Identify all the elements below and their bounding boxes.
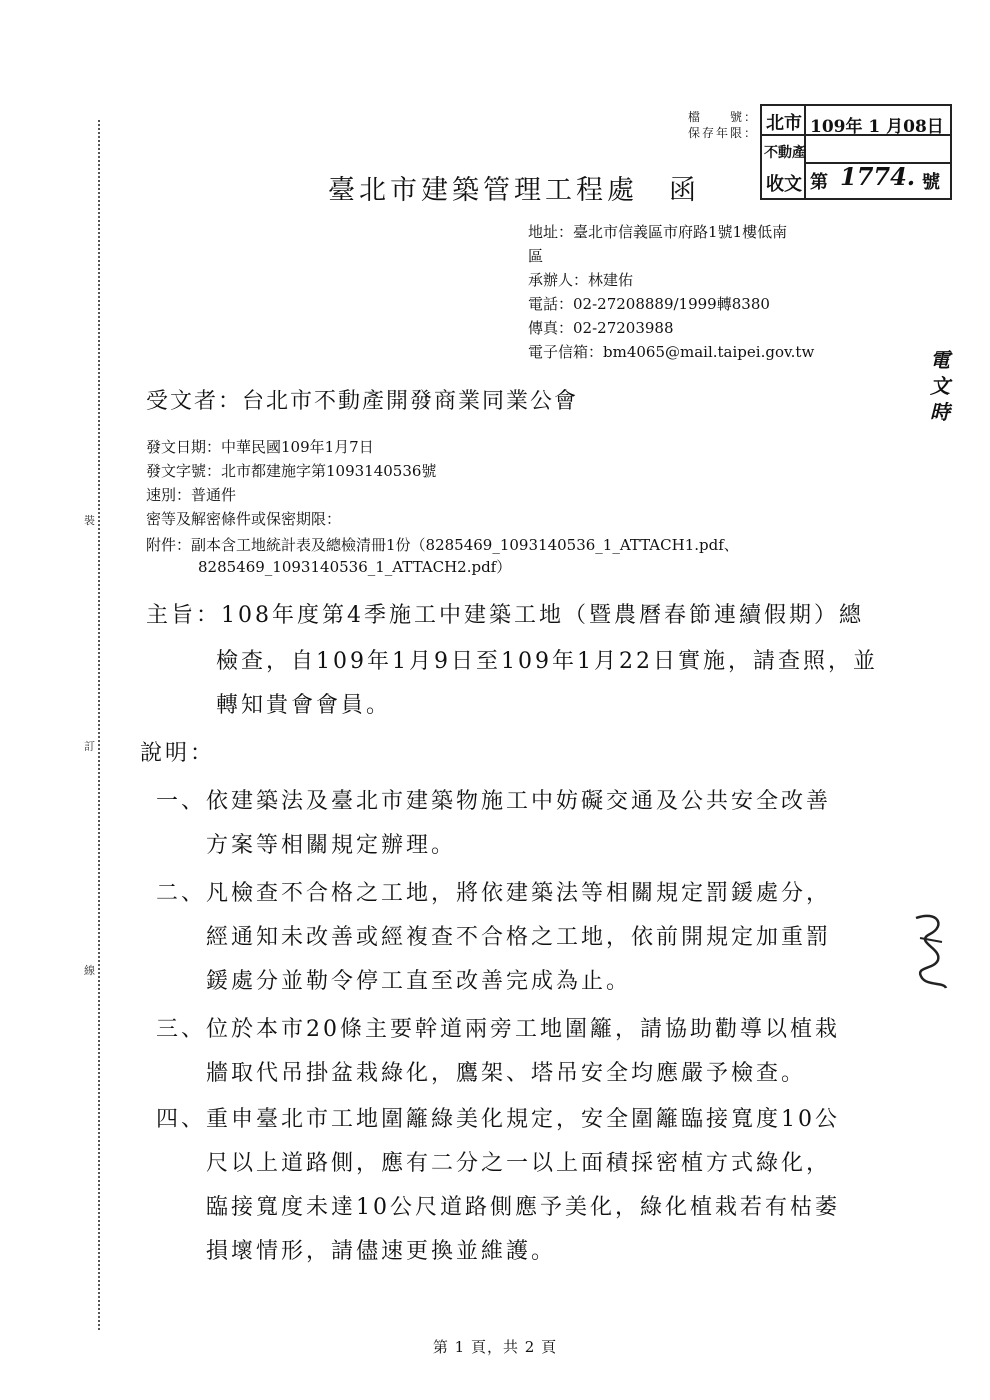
secrecy-level: 密等及解密條件或保密期限：	[146, 510, 342, 528]
page-number: 第 1 頁，共 2 頁	[432, 1338, 558, 1356]
explanation-item-4-line-1: 四、重申臺北市工地圍籬綠美化規定，安全圍籬臨接寬度10公	[156, 1107, 840, 1132]
explanation-item-2-line-2: 經通知未改善或經複查不合格之工地，依前開規定加重罰	[206, 925, 832, 950]
stamp-date: 109年 1 月08日	[810, 117, 944, 137]
file-number-label: 檔 號：	[687, 110, 758, 124]
document-title: 臺北市建築管理工程處 函	[328, 175, 700, 206]
address-line-2: 區	[528, 247, 544, 265]
explanation-item-4-line-4: 損壞情形，請儘速更換並維護。	[206, 1239, 557, 1264]
stamp-org-mid: 不動產	[764, 145, 806, 161]
binding-mark-ding: 訂	[84, 740, 95, 753]
recipient: 受文者：台北市不動產開發商業同業公會	[146, 389, 579, 414]
stamp-org-top: 北市	[766, 113, 802, 134]
explanation-item-2-line-3: 鍰處分並勒令停工直至改善完成為止。	[206, 969, 632, 994]
side-stamp-line1: 電	[930, 348, 950, 372]
binding-dotted-line	[98, 120, 100, 1330]
stamp-org-bottom: 收文	[766, 174, 802, 195]
binding-mark-xian: 線	[84, 964, 95, 977]
side-stamp-line3: 時	[930, 400, 950, 424]
explanation-item-4-line-2: 尺以上道路側，應有二分之一以上面積採密植方式綠化，	[206, 1151, 832, 1176]
binding-mark-zhuang: 裝	[84, 514, 95, 527]
side-stamp-line2: 文	[930, 374, 950, 398]
delivery-speed: 速別：普通件	[146, 486, 237, 504]
attachment-line-1: 附件：副本含工地統計表及總檢清冊1份（8285469_1093140536_1_ATTACH1.pdf、	[146, 536, 739, 554]
stamp-number-suffix: 號	[922, 172, 940, 193]
receipt-stamp	[760, 104, 952, 200]
explanation-item-2-line-1: 二、凡檢查不合格之工地，將依建築法等相關規定罰鍰處分，	[156, 881, 832, 906]
explanation-item-1-line-1: 一、依建築法及臺北市建築物施工中妨礙交通及公共安全改善	[156, 789, 832, 814]
address-line-1: 地址：臺北市信義區市府路1號1樓低南	[528, 223, 788, 241]
subject-line-1: 主旨：108年度第4季施工中建築工地（暨農曆春節連續假期）總	[146, 603, 864, 628]
phone: 電話：02-27208889/1999轉8380	[528, 295, 770, 313]
issue-date: 發文日期：中華民國109年1月7日	[146, 438, 374, 456]
stamp-number-prefix: 第	[810, 172, 828, 193]
attachment-line-2: 8285469_1093140536_1_ATTACH2.pdf）	[198, 558, 512, 576]
handwritten-scribble-icon	[908, 908, 952, 992]
email: 電子信箱：bm4065@mail.taipei.gov.tw	[528, 343, 815, 361]
retention-period-label: 保存年限：	[687, 126, 758, 140]
stamp-number-value: 1774.	[840, 162, 916, 191]
explanation-item-3-line-1: 三、位於本市20條主要幹道兩旁工地圍籬，請協助勸導以植栽	[156, 1017, 840, 1042]
fax: 傳真：02-27203988	[528, 319, 674, 337]
explanation-heading: 說明：	[140, 741, 216, 766]
document-number: 發文字號：北市都建施字第1093140536號	[146, 462, 437, 480]
explanation-item-4-line-3: 臨接寬度未達10公尺道路側應予美化，綠化植栽若有枯萎	[206, 1195, 840, 1220]
explanation-item-3-line-2: 牆取代吊掛盆栽綠化，鷹架、塔吊安全均應嚴予檢查。	[206, 1061, 807, 1086]
explanation-item-1-line-2: 方案等相關規定辦理。	[206, 833, 457, 858]
subject-line-2: 檢查，自109年1月9日至109年1月22日實施，請查照，並	[216, 649, 878, 674]
handler: 承辦人：林建佑	[528, 271, 634, 289]
subject-line-3: 轉知貴會會員。	[216, 693, 392, 718]
